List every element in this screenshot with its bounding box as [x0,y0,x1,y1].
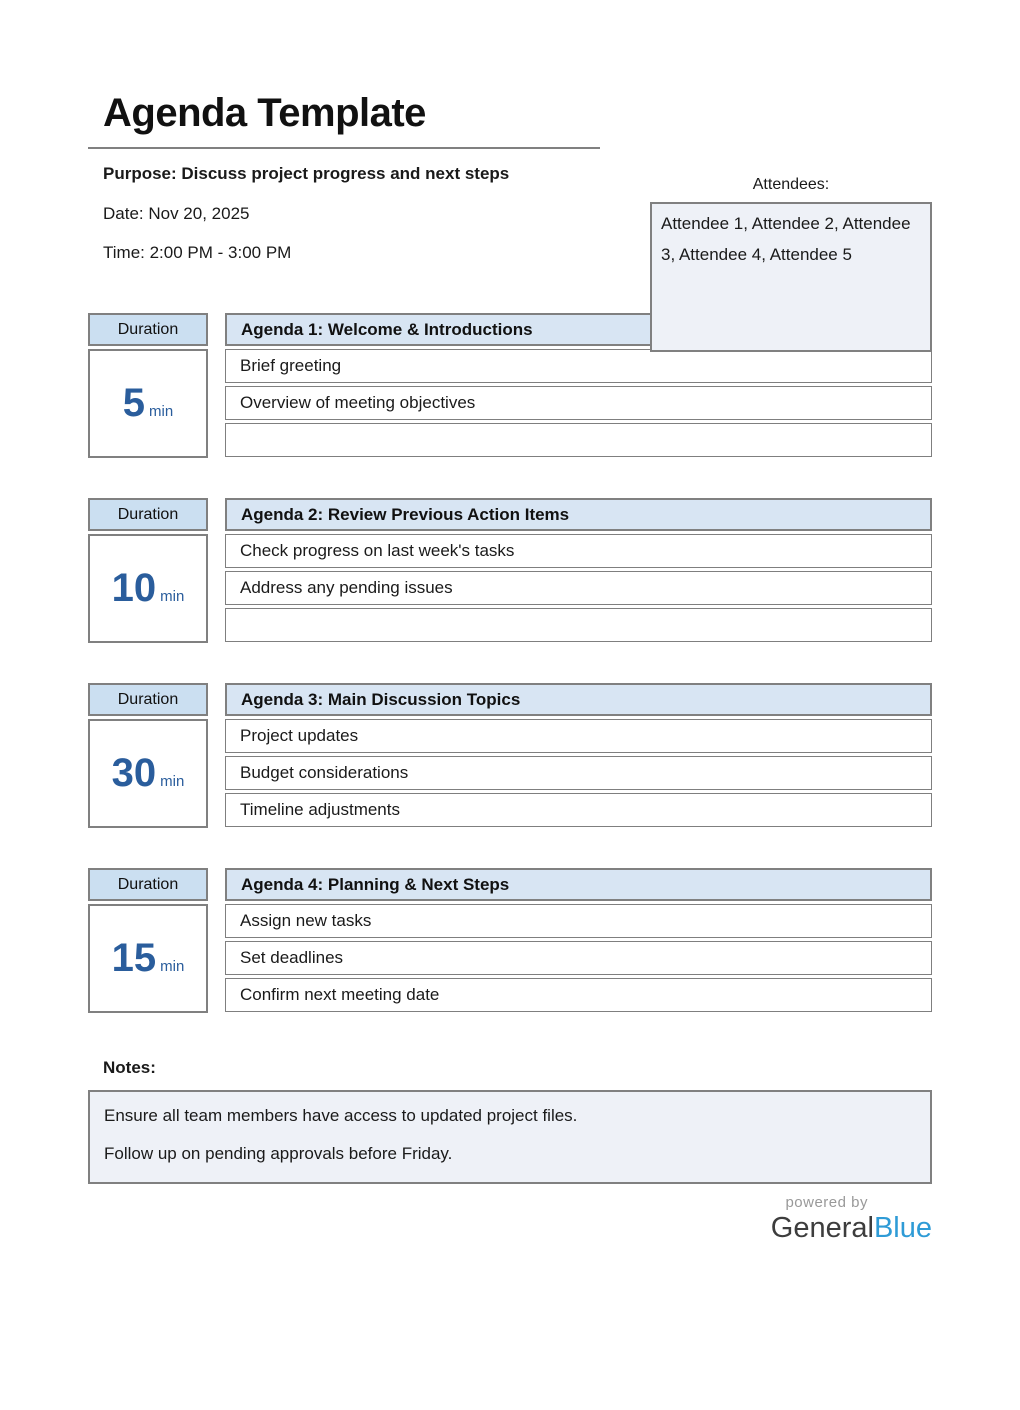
agenda-section-title: Agenda 3: Main Discussion Topics [225,683,932,716]
duration-cell [88,719,208,828]
duration-header: Duration [88,868,208,901]
agenda-item: Brief greeting [225,349,932,383]
duration-unit: min [160,958,185,975]
powered-by-text: powered by [785,1193,868,1211]
duration-number: 30 [111,751,157,795]
agenda-item: Address any pending issues [225,571,932,605]
duration-header: Duration [88,313,208,346]
notes-block [88,1058,932,1184]
agenda-item: Set deadlines [225,941,932,975]
page-title: Agenda Template [103,91,426,135]
duration-value [112,566,185,611]
title-divider [88,147,600,149]
agenda-section-2 [88,498,932,643]
duration-unit: min [160,588,185,605]
purpose-line: Purpose: Discuss project progress and next steps [103,164,510,183]
duration-number: 15 [111,936,157,980]
duration-column [88,498,208,643]
duration-header: Duration [88,683,208,716]
notes-line: Follow up on pending approvals before Friday. [104,1143,453,1163]
logo-blue-text: Blue [873,1211,932,1244]
agenda-item: Project updates [225,719,932,753]
logo-general-text: General [770,1211,874,1244]
agenda-document-page [0,90,1020,1410]
agenda-item: Overview of meeting objectives [225,386,932,420]
agenda-item-empty [225,608,932,642]
duration-value [112,751,185,796]
agenda-table [225,868,932,1013]
agenda-section-3 [88,683,932,828]
duration-value [123,381,173,426]
notes-label: Notes: [103,1058,156,1077]
generalblue-logo [88,1213,932,1245]
duration-unit: min [160,773,185,790]
agenda-section-title: Agenda 2: Review Previous Action Items [225,498,932,531]
attendees-block [650,176,932,352]
agenda-item-empty [225,423,932,457]
attendees-field: Attendee 1, Attendee 2, Attendee 3, Attendee 4, Attendee 5 [650,202,932,352]
agenda-sections [88,313,932,1013]
duration-cell [88,904,208,1013]
agenda-table [225,683,932,828]
agenda-item: Assign new tasks [225,904,932,938]
notes-field [88,1090,932,1184]
date-line: Date: Nov 20, 2025 [103,204,250,223]
time-line: Time: 2:00 PM - 3:00 PM [103,243,292,262]
agenda-item: Timeline adjustments [225,793,932,827]
attendees-label: Attendees: [752,176,830,193]
duration-cell [88,534,208,643]
duration-header: Duration [88,498,208,531]
agenda-table [225,498,932,643]
duration-column [88,868,208,1013]
agenda-item: Budget considerations [225,756,932,790]
duration-column [88,683,208,828]
notes-line: Ensure all team members have access to updated project files. [104,1106,578,1125]
agenda-section-4 [88,868,932,1013]
duration-column [88,313,208,458]
agenda-section-title: Agenda 1: Welcome & Introductions [225,313,932,346]
duration-number: 5 [122,381,146,425]
agenda-item: Confirm next meeting date [225,978,932,1012]
duration-value [112,936,185,981]
duration-number: 10 [111,566,157,610]
agenda-section-title: Agenda 4: Planning & Next Steps [225,868,932,901]
duration-cell [88,349,208,458]
agenda-item: Check progress on last week's tasks [225,534,932,568]
duration-unit: min [149,403,174,420]
footer-brand [88,1194,932,1245]
